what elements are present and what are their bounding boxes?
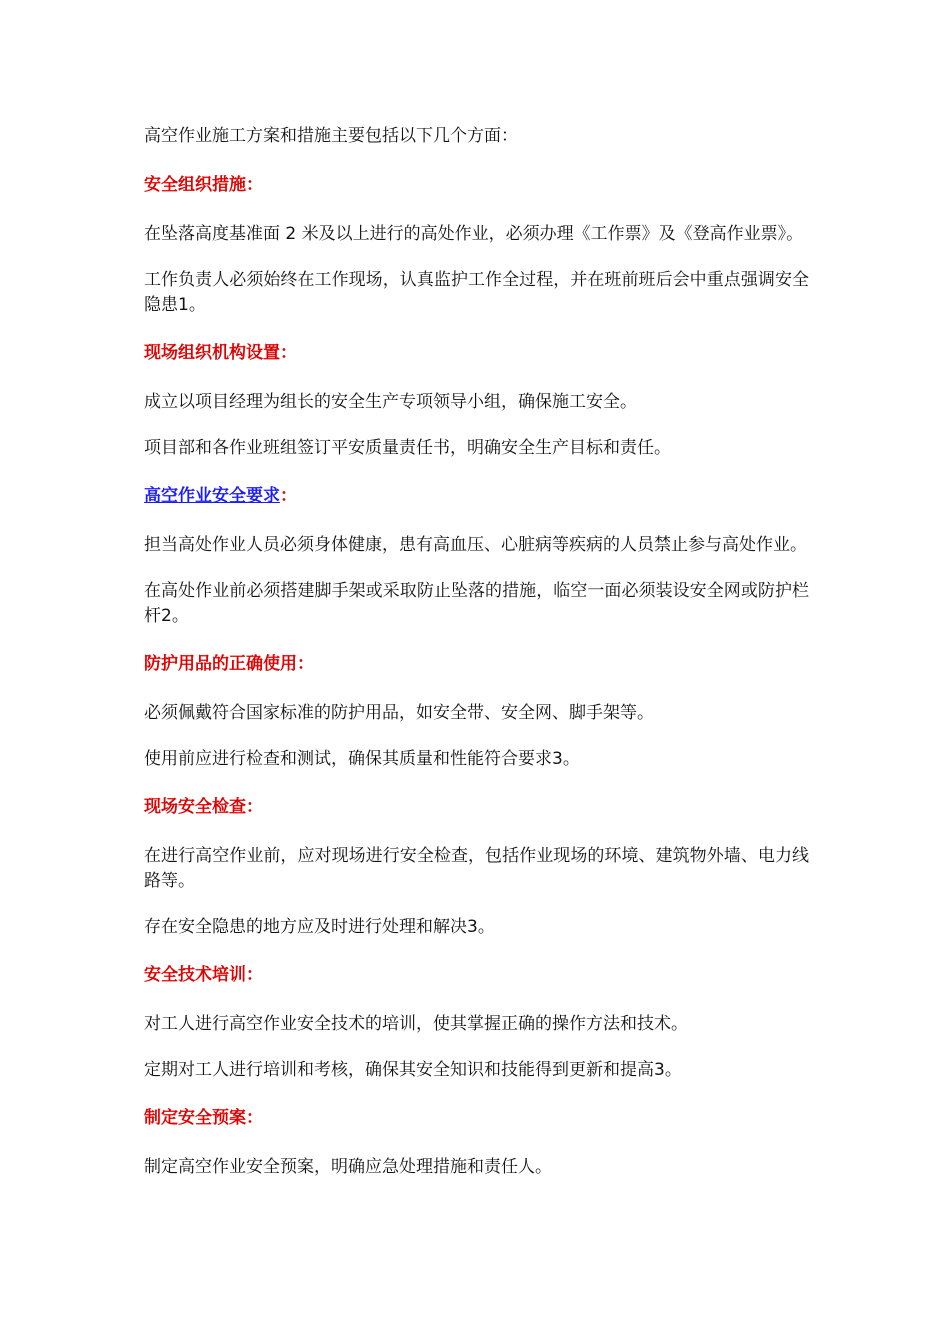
section-emergency-plan — [144, 1106, 809, 1180]
intro-text: 高空作业施工方案和措施主要包括以下几个方面： — [144, 126, 518, 146]
heading-colon: ： — [297, 654, 314, 674]
section-heading — [144, 963, 809, 988]
paragraph: 工作负责人必须始终在工作现场，认真监护工作全过程，并在班前班后会中重点强调安全隐患1。 — [144, 270, 809, 315]
section-protective-equipment — [144, 652, 809, 772]
section-heading-text: 安全组织措施 — [144, 175, 246, 195]
heading-colon: ： — [280, 343, 297, 363]
section-heading-text: 制定安全预案 — [144, 1108, 246, 1128]
paragraph: 制定高空作业安全预案，明确应急处理措施和责任人。 — [144, 1157, 552, 1177]
section-heading-text: 现场安全检查 — [144, 797, 246, 817]
section-heading — [144, 795, 809, 820]
section-high-altitude-requirements — [144, 484, 809, 629]
section-safety-organization — [144, 173, 809, 318]
heading-colon: ： — [246, 965, 263, 985]
section-heading — [144, 652, 809, 677]
section-safety-training — [144, 963, 809, 1083]
heading-colon: ： — [246, 175, 263, 195]
section-heading-text: 防护用品的正确使用 — [144, 654, 297, 674]
paragraph: 成立以项目经理为组长的安全生产专项领导小组，确保施工安全。 — [144, 392, 637, 412]
heading-colon: ： — [246, 797, 263, 817]
paragraph: 在坠落高度基准面 2 米及以上进行的高处作业，必须办理《工作票》及《登高作业票》。 — [144, 224, 804, 244]
paragraph: 必须佩戴符合国家标准的防护用品，如安全带、安全网、脚手架等。 — [144, 703, 654, 723]
heading-colon: ： — [280, 486, 297, 506]
paragraph: 存在安全隐患的地方应及时进行处理和解决3。 — [144, 917, 495, 937]
paragraph: 担当高处作业人员必须身体健康，患有高血压、心脏病等疾病的人员禁止参与高处作业。 — [144, 535, 807, 555]
section-site-organization — [144, 341, 809, 461]
section-heading-text: 现场组织机构设置 — [144, 343, 280, 363]
paragraph: 在高处作业前必须搭建脚手架或采取防止坠落的措施，临空一面必须装设安全网或防护栏杆2。 — [144, 581, 809, 626]
section-heading — [144, 484, 809, 509]
heading-colon: ： — [246, 1108, 263, 1128]
paragraph: 对工人进行高空作业安全技术的培训，使其掌握正确的操作方法和技术。 — [144, 1014, 688, 1034]
paragraph: 项目部和各作业班组签订平安质量责任书，明确安全生产目标和责任。 — [144, 438, 671, 458]
document-content — [144, 124, 809, 1201]
section-heading — [144, 341, 809, 366]
paragraph: 在进行高空作业前，应对现场进行安全检查，包括作业现场的环境、建筑物外墙、电力线路等。 — [144, 846, 809, 891]
section-site-inspection — [144, 795, 809, 940]
section-heading-link[interactable]: 高空作业安全要求 — [144, 486, 280, 506]
paragraph: 使用前应进行检查和测试，确保其质量和性能符合要求3。 — [144, 749, 580, 769]
paragraph: 定期对工人进行培训和考核，确保其安全知识和技能得到更新和提高3。 — [144, 1060, 682, 1080]
section-heading-text: 安全技术培训 — [144, 965, 246, 985]
section-heading — [144, 173, 809, 198]
section-heading — [144, 1106, 809, 1131]
